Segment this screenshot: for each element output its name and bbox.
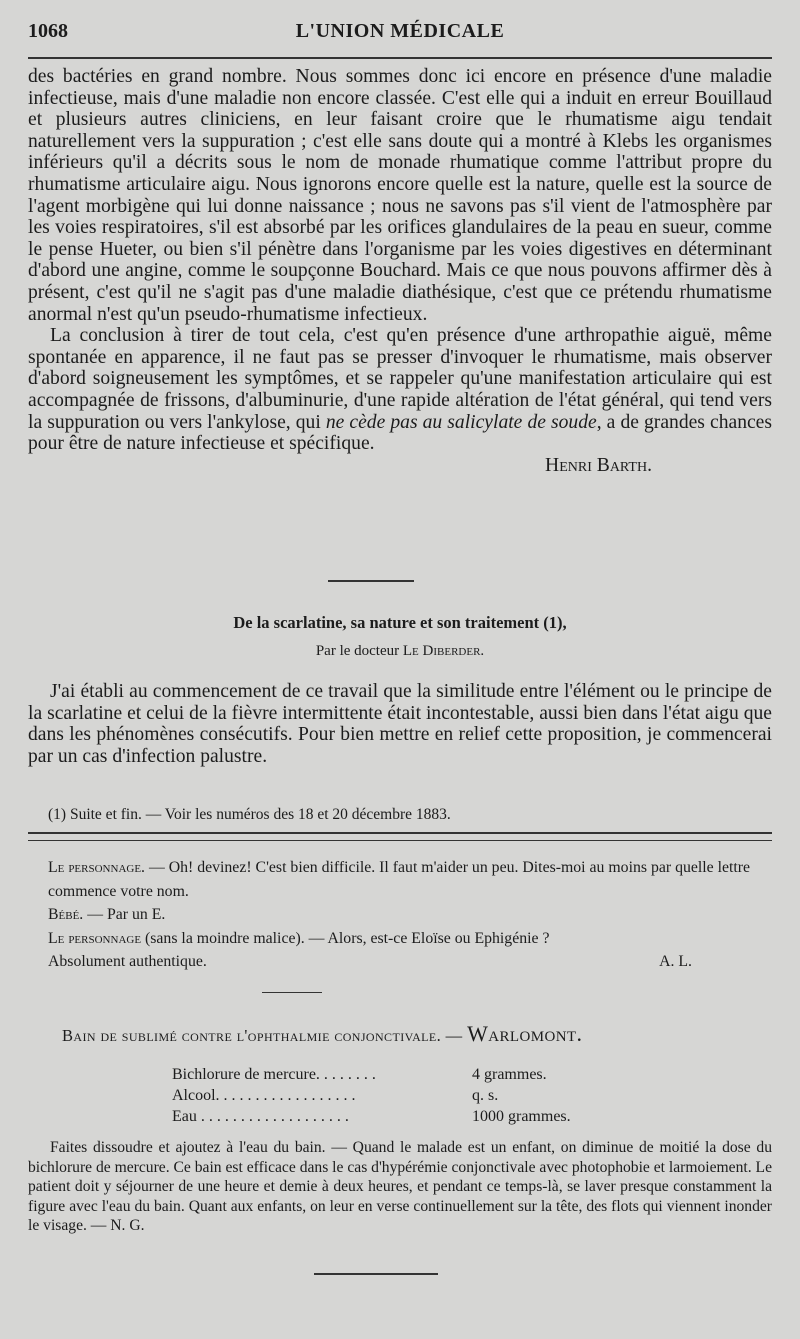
article-byline: [0, 643, 800, 660]
byline-prefix: Par le docteur: [315, 643, 403, 659]
anecdote-line-3: [28, 927, 772, 951]
anecdote-separator: [262, 992, 322, 993]
page-header: [28, 20, 772, 54]
ingredient-row: [172, 1064, 592, 1085]
anecdote-signature: A. L.: [659, 953, 692, 970]
recipe-instructions: [28, 1138, 772, 1236]
byline-author: Le Diberder.: [402, 643, 485, 659]
recipe-instructions-text: Faites dissoudre et ajoutez à l'eau du bain. — Quand le malade est un enfant, on diminue de moitié la dose du bichlorure de mercure. Ce bain est efficace dans le cas d'hypérémie conjonctivale avec photophobie et larmoiement. Le patient doit y séjourner de une heure et demie à deux heures, et pendant ce temps-là, se laver presque constamment la figure avec l'eau du bain. Quant aux enfants, on leur en verse continuellement sur la tête, des flots qui viennent inonder le visage. — N. G.: [28, 1139, 772, 1235]
new-article-body: [28, 681, 772, 767]
ingredient-qty: 1000 grammes.: [472, 1108, 571, 1125]
page-end-rule: [314, 1273, 438, 1275]
anecdote-line-1: [28, 856, 772, 903]
line-2-text: — Par un E.: [83, 906, 166, 923]
anecdote-line-2: [28, 903, 772, 927]
anecdote-line-4: [28, 950, 772, 974]
ingredient-name: Eau . . . . . . . . . . . . . . . . . . .: [172, 1108, 349, 1125]
recipe-title: [62, 1021, 772, 1047]
new-article-paragraph: J'ai établi au commencement de ce travail que la similitude entre l'élément ou le principe de la scarlatine et celui de la fièvre intermittente était incontestable, aussi bien dans l'état aigu que dans les phénomènes consécutifs. Pour bien mettre en relief cette proposition, je commencerai par un cas d'infection palustre.: [28, 681, 772, 767]
continued-paragraph-1: des bactéries en grand nombre. Nous sommes donc ici encore en présence d'une maladie infectieuse, mais d'une maladie non encore classée. C'est elle qui a induit en erreur Bouillaud et plusieurs autres cliniciens, en leur faisant croire que le rhumatisme aigu tendait naturellement vers la suppuration ; c'est elle sans doute qui a montré à Klebs les organismes inférieurs qu'il a décrits sous le nom de monade rhumatique comme l'attribut propre du rhumatisme articulaire aigu. Nous ignorons encore quelle est la nature, quelle est la source de l'agent morbigène qui lui donne naissance ; nous ne savons pas s'il vient de l'atmosphère par les voies respiratoires, s'il est absorbé par les orifices glandulaires de la peau en sueur, comme le pense Hueter, ou bien s'il pénètre dans l'organisme par les voies digestives en déterminant d'abord une angine, comme le soupçonne Bouchard. Mais ce que nous pouvons affirmer dès à présent, c'est qu'il ne s'agit pas d'une maladie diathésique, c'est que ce prétendu rhumatisme anormal n'est qu'un pseudo-rhumatisme infectieux.: [28, 66, 772, 325]
recipe-ingredients: [172, 1064, 592, 1127]
speaker-2: Bébé.: [48, 906, 84, 923]
article-signature: Henri Barth.: [545, 454, 652, 476]
ingredient-row: [172, 1085, 592, 1106]
article-title: De la scarlatine, sa nature et son traitement (1),: [233, 613, 567, 632]
recipe-title-text: Bain de sublimé contre l'ophthalmie conjonctivale. —: [62, 1026, 468, 1045]
paragraph-2-text-a: La conclusion à tirer de tout cela, c'est qu'en présence d'une arthropathie aiguë, même spontanée en apparence, il ne faut pas se presser d'invoquer le rhumatisme, mais observer d'abord soigneusement les symptômes, et se rappeler qu'une manifestation articulaire qui est accompagnée de frissons, d'albuminurie, d'une rapide altération de l'état général, qui tend vers la suppuration ou vers l'ankylose, qui: [28, 325, 772, 433]
speaker-3: Le personnage: [48, 929, 142, 947]
ingredient-qty: 4 grammes.: [472, 1066, 547, 1083]
paragraph-2-text-b: , a de grandes chances pour être de nature infectieuse et spécifique.: [28, 411, 773, 455]
section-separator: [328, 580, 414, 582]
recipe-author: Warlomont.: [467, 1021, 583, 1046]
continued-article: [28, 66, 772, 476]
ingredient-qty: q. s.: [472, 1087, 499, 1104]
page-number: 1068: [28, 20, 68, 42]
ingredient-row: [172, 1106, 592, 1127]
line-3-text: (sans la moindre malice). — Alors, est-ce Eloïse ou Ephigénie ?: [141, 929, 550, 947]
ingredient-name: Alcool. . . . . . . . . . . . . . . . . .: [172, 1087, 356, 1104]
anecdote: [28, 856, 772, 974]
continued-paragraph-2: [28, 325, 772, 455]
journal-title: L'UNION MÉDICALE: [295, 20, 505, 42]
speaker-1: Le personnage.: [48, 859, 145, 876]
line-1-text: — Oh! devinez! C'est bien difficile. Il faut m'aider un peu. Dites-moi au moins par quelle lettre commence votre nom.: [48, 859, 751, 900]
footnote: (1) Suite et fin. — Voir les numéros des 18 et 20 décembre 1883.: [48, 806, 451, 823]
ingredient-name: Bichlorure de mercure. . . . . . . .: [172, 1066, 376, 1083]
line-4-text: Absolument authentique.: [48, 953, 207, 970]
paragraph-2-italic: ne cède pas au salicylate de soude: [325, 411, 597, 433]
footer-rule-top: [28, 832, 772, 834]
header-rule: [28, 57, 772, 59]
footer-rule-bottom: [28, 840, 772, 841]
